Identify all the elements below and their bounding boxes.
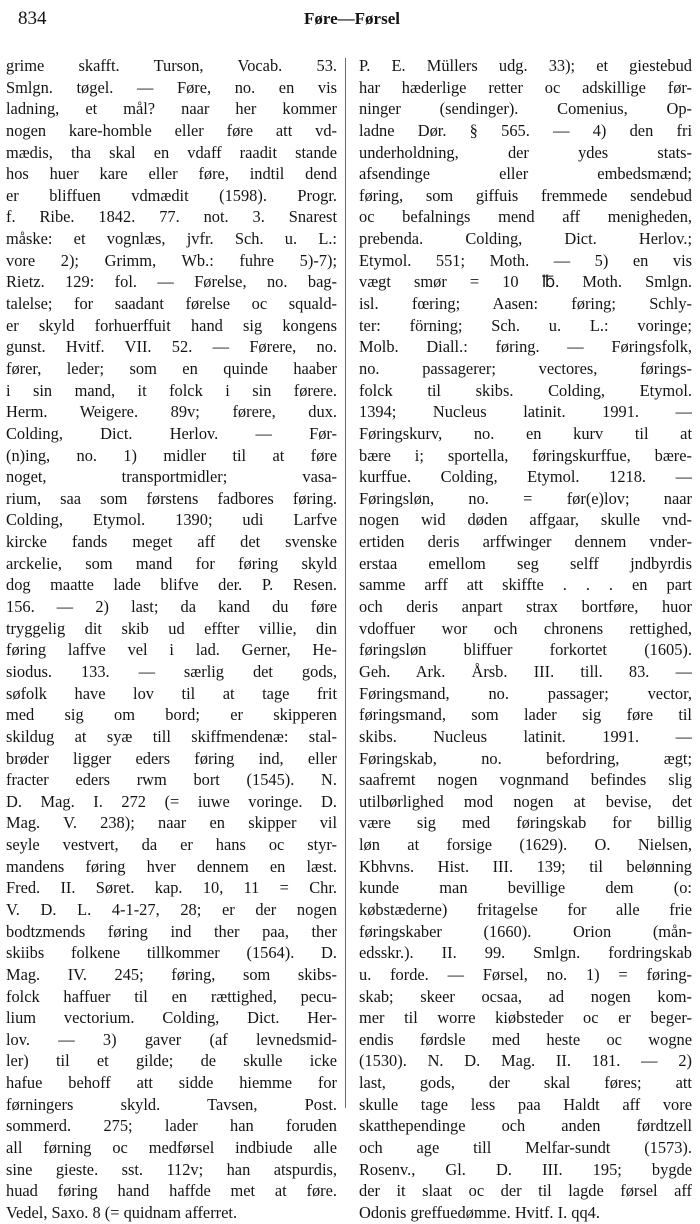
text-line: i sin mand, it folck i sin førere. bbox=[6, 380, 337, 400]
text-line: føring laffve vel i lad. Gerner, He- bbox=[6, 640, 337, 660]
text-line: skulle tage less paa Haldt aff vore bbox=[359, 1094, 692, 1114]
text-line: last, gods, der skal føres; att bbox=[359, 1073, 692, 1093]
text-line: sine gieste. sst. 112v; han atspurdis, bbox=[6, 1159, 337, 1179]
text-line: købstæderne) fritagelse for alle frie bbox=[359, 899, 692, 919]
text-line: skildug at syæ till skiffmendenæ: stal- bbox=[6, 726, 337, 746]
text-line: Rietz. 129: fol. — Førelse, no. bag- bbox=[6, 272, 337, 292]
text-line: isl. fœring; Aasen: føring; Schly- bbox=[359, 294, 692, 314]
text-line: Mag. V. 238); naar en skipper vil bbox=[6, 813, 337, 833]
text-line: Herm. Weigere. 89v; førere, dux. bbox=[6, 402, 337, 422]
text-line: folck haffuer til en rættighed, pecu- bbox=[6, 986, 337, 1006]
text-line: være sig med føringskab for billig bbox=[359, 813, 692, 833]
text-line: føringskaber (1660). Orion (mån- bbox=[359, 921, 692, 941]
text-line: rium, saa som førstens fadbores føring. bbox=[6, 488, 337, 508]
text-line: føring, som giffuis fremmede sendebud bbox=[359, 185, 692, 205]
right-text-column bbox=[359, 55, 692, 1224]
text-line: ler) til et gilde; de skulle icke bbox=[6, 1051, 337, 1071]
text-line: P. E. Müllers udg. 33); et giestebud bbox=[359, 56, 692, 75]
text-line: ladning, et mål? naar her kommer bbox=[6, 99, 337, 119]
text-line: prebenda. Colding, Dict. Herlov.; bbox=[359, 229, 692, 249]
text-line: er skyld forhuerffuit hand sig kongens bbox=[6, 315, 337, 335]
text-line: lium vectorium. Colding, Dict. Her- bbox=[6, 1008, 337, 1028]
text-line: seyle vestvert, da er hans oc styr- bbox=[6, 835, 337, 855]
page-header bbox=[18, 8, 686, 30]
text-line: fører, leder; som en quinde haaber bbox=[6, 358, 337, 378]
text-line: skab; skeer ocsaa, ad nogen kom- bbox=[359, 986, 692, 1006]
text-line: skiibs folkene tillkommer (1564). D. bbox=[6, 943, 337, 963]
running-head: Føre—Førsel bbox=[304, 9, 400, 28]
text-line: Føringskab, no. befordring, ægt; bbox=[359, 748, 692, 768]
text-line: ninger (sendinger). Comenius, Op- bbox=[359, 99, 692, 119]
left-text-column bbox=[6, 55, 337, 1224]
text-line: erstaa emellom seg selff jndbyrdis bbox=[359, 553, 692, 573]
text-line: Kbhvns. Hist. III. 139; til belønning bbox=[359, 856, 692, 876]
text-line: Rosenv., Gl. D. III. 195; bygde bbox=[359, 1159, 692, 1179]
text-line: Fred. II. Søret. kap. 10, 11 = Chr. bbox=[6, 878, 337, 898]
text-line: har hæderlige retter oc adskillige før- bbox=[359, 77, 692, 97]
text-line: kircke fands meget aff det svenske bbox=[6, 532, 337, 552]
text-line: hos huer kare eller føre, indtil dend bbox=[6, 164, 337, 184]
text-line: underholdning, der ydes stats- bbox=[359, 142, 692, 162]
text-line: nogen kare-homble eller føre att vd- bbox=[6, 120, 337, 140]
text-line: skibs. Nucleus latinit. 1991. — bbox=[359, 726, 692, 746]
text-line: søfolk have lov til at tage frit bbox=[6, 683, 337, 703]
text-line: brøder ligger eders føring ind, eller bbox=[6, 748, 337, 768]
text-line: talelse; for saadant førelse oc squald- bbox=[6, 294, 337, 314]
text-line: V. D. L. 4-1-27, 28; er der nogen bbox=[6, 899, 337, 919]
text-line: noget, transportmidler; vasa- bbox=[6, 467, 337, 487]
text-line: folck til skibs. Colding, Etymol. bbox=[359, 380, 692, 400]
text-line: fracter eders rwm bort (1545). N. bbox=[6, 770, 337, 790]
text-line: ertiden deris arffwinger dennem vnder- bbox=[359, 532, 692, 552]
text-line: med sig om bord; er skipperen bbox=[6, 705, 337, 725]
text-line: Føringskurv, no. en kurv til at bbox=[359, 423, 692, 443]
text-line: utilbørlighed mod nogen at bevise, det bbox=[359, 791, 692, 811]
text-line: sommerd. 275; lader han foruden bbox=[6, 1116, 337, 1136]
text-line: føringsmand, som lader sig føre til bbox=[359, 705, 692, 725]
text-line: huad føring hand haffde met at føre. bbox=[6, 1181, 337, 1201]
text-line: skatthependinge och anden førdtzell bbox=[359, 1116, 692, 1136]
text-line: lov. — 3) gaver (af levnedsmid- bbox=[6, 1029, 337, 1049]
text-line: ter: förning; Sch. u. L.: voringe; bbox=[359, 315, 692, 335]
text-line: saafremt nogen vognmand befindes slig bbox=[359, 770, 692, 790]
text-line: och age till Melfar-sundt (1573). bbox=[359, 1138, 692, 1158]
text-line: afsendinge eller embedsmænd; bbox=[359, 164, 692, 184]
text-line: vore 2); Grimm, Wb.: fuhre 5)-7); bbox=[6, 250, 337, 270]
text-line: føringsløn bliffuer forkortet (1605). bbox=[359, 640, 692, 660]
text-line: (n)ing, no. 1) midler til at føre bbox=[6, 445, 337, 465]
text-line: Molb. Diall.: føring. — Føringsfolk, bbox=[359, 337, 692, 357]
text-line: arckelie, som mand for føring skyld bbox=[6, 553, 337, 573]
page-number: 834 bbox=[18, 8, 47, 29]
text-line: Føringsløn, no. = før(e)lov; naar bbox=[359, 488, 692, 508]
text-line: gunst. Hvitf. VII. 52. — Førere, no. bbox=[6, 337, 337, 357]
text-line: vdoffuer wor och chronens rettighed, bbox=[359, 618, 692, 638]
column-divider bbox=[345, 58, 346, 1108]
text-line: och deris anpart strax bortføre, huor bbox=[359, 597, 692, 617]
text-line: Etymol. 551; Moth. — 5) en vis bbox=[359, 250, 692, 270]
text-line: bodtzmends føring ind ther paa, ther bbox=[6, 921, 337, 941]
text-line: vægt smør = 10 ℔. Moth. Smlgn. bbox=[359, 272, 692, 292]
text-line: Colding, Etymol. 1390; udi Larfve bbox=[6, 510, 337, 530]
text-line: der it slaat oc der til lagde førsel aff bbox=[359, 1181, 692, 1201]
text-line: edsskr.). II. 99. Smlgn. fordringskab bbox=[359, 943, 692, 963]
text-line: 156. — 2) last; da kand du føre bbox=[6, 597, 337, 617]
text-line: ladne Dør. § 565. — 4) den fri bbox=[359, 120, 692, 140]
text-line: løn at forsige (1629). O. Nielsen, bbox=[359, 835, 692, 855]
text-line: Føringsmand, no. passager; vector, bbox=[359, 683, 692, 703]
text-line: Colding, Dict. Herlov. — Før- bbox=[6, 423, 337, 443]
text-line: Mag. IV. 245; føring, som skibs- bbox=[6, 964, 337, 984]
text-line: mædis, tha skal en vdaff raadit stande bbox=[6, 142, 337, 162]
text-line: kurffue. Colding, Etymol. 1218. — bbox=[359, 467, 692, 487]
text-line: f. Ribe. 1842. 77. not. 3. Snarest bbox=[6, 207, 337, 227]
text-line: kunde man bevillige dem (o: bbox=[359, 878, 692, 898]
text-line: siodus. 133. — særlig det gods, bbox=[6, 661, 337, 681]
text-line: Geh. Ark. Årsb. III. till. 83. — bbox=[359, 661, 692, 681]
text-line: endis førdsle med heste oc wogne bbox=[359, 1029, 692, 1049]
text-line: hafue behoff att sidde hiemme for bbox=[6, 1073, 337, 1093]
text-line: D. Mag. I. 272 (= iuwe voringe. D. bbox=[6, 791, 337, 811]
text-line: er bliffuen vdmædit (1598). Progr. bbox=[6, 185, 337, 205]
text-line: 1394; Nucleus latinit. 1991. — bbox=[359, 402, 692, 422]
text-line: nogen wid døden affgaar, skulle vnd- bbox=[359, 510, 692, 530]
text-line: bære i; sportella, føringskurffue, bære- bbox=[359, 445, 692, 465]
text-line: dog maatte lade blifve der. P. Resen. bbox=[6, 575, 337, 595]
text-line: mer til worre kiøbsteder oc er beger- bbox=[359, 1008, 692, 1028]
text-line: mandens føring hver dennem en læst. bbox=[6, 856, 337, 876]
text-line: samme arff att skiffte . . . en part bbox=[359, 575, 692, 595]
text-line: (1530). N. D. Mag. II. 181. — 2) bbox=[359, 1051, 692, 1071]
text-line: no. passagerer; vectores, førings- bbox=[359, 358, 692, 378]
text-line: Odonis greffuedømme. Hvitf. I. qq4. bbox=[359, 1202, 600, 1222]
text-line: førningers skyld. Tavsen, Post. bbox=[6, 1094, 337, 1114]
text-line: grime skafft. Turson, Vocab. 53. bbox=[6, 56, 337, 75]
text-line: all førning oc medførsel indbiude alle bbox=[6, 1138, 337, 1158]
text-line: Vedel, Saxo. 8 (= quidnam afferret. bbox=[6, 1202, 238, 1222]
text-line: måske: et vognlæs, jvfr. Sch. u. L.: bbox=[6, 229, 337, 249]
text-line: Smlgn. tøgel. — Føre, no. en vis bbox=[6, 77, 337, 97]
text-line: oc befalnings mend aff menigheden, bbox=[359, 207, 692, 227]
text-line: tryggelig dit skib ud effter villie, din bbox=[6, 618, 337, 638]
text-line: u. forde. — Førsel, no. 1) = føring- bbox=[359, 964, 692, 984]
